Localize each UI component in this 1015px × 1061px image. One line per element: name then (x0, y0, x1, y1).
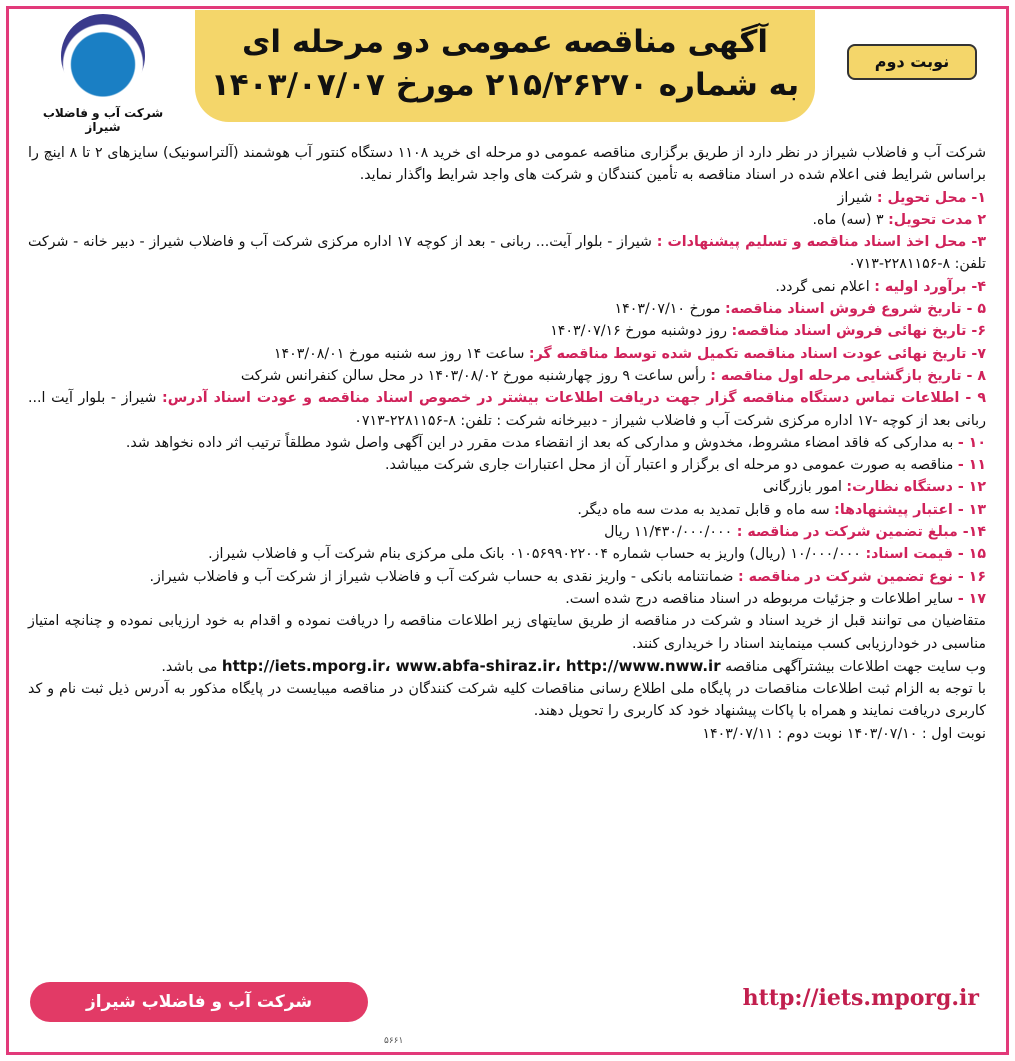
condition-label: ۱۵ - قیمت اسناد: (865, 546, 986, 563)
condition-item (28, 499, 986, 521)
condition-item (28, 365, 986, 387)
notice-number-date: به شماره ۲۱۵/۲۶۲۷۰ مورخ ۱۴۰۳/۰۷/۰۷ (210, 67, 800, 103)
condition-label: ۱۰ - (957, 434, 986, 451)
condition-text: شیراز (837, 189, 873, 206)
logo-caption: شرکت آب و فاضلاب شیراز (42, 106, 164, 134)
condition-label: ۹ - اطلاعات تماس دستگاه مناقصه گزار جهت دریافت اطلاعات بیشتر در خصوص اسناد مناقصه و عودت اسناد آدرس: (162, 390, 987, 407)
notice-body (28, 142, 986, 745)
websites-suffix: می باشد. (161, 658, 218, 675)
condition-item (28, 276, 986, 298)
condition-text: سه ماه و قابل تمدید به مدت سه ماه دیگر. (577, 501, 830, 518)
condition-item (28, 387, 986, 432)
company-logo (28, 14, 178, 132)
condition-label: ۱۱ - (957, 457, 986, 474)
condition-item (28, 209, 986, 231)
conditions-list (28, 187, 986, 611)
condition-item (28, 566, 986, 588)
condition-text: مناقصه به صورت عمومی دو مرحله ای برگزار و اعتبار آن از محل اعتبارات جاری شرکت میباشد. (384, 457, 954, 474)
condition-label: ۵ - تاریخ شروع فروش اسناد مناقصه: (724, 301, 986, 318)
condition-text: رأس ساعت ۹ روز چهارشنبه مورخ ۱۴۰۳/۰۸/۰۲ در محل سالن کنفرانس شرکت (240, 367, 706, 384)
condition-text: شیراز - بلوار آیت ا... ربانی بعد از کوچه -۱۷ اداره مرکزی شرکت آب و فاضلاب شیراز - دبیرخانه شرکت : تلفن: ۸-۲۲۸۱۱۵۶-۰۷۱۳ (28, 390, 986, 429)
condition-item (28, 231, 986, 276)
applicants-paragraph: متقاضیان می توانند قبل از خرید اسناد و شرکت در مناقصه از طریق سایتهای زیر اطلاعات مناقصه را دریافت نموده و اقدام به خود ارزیابی نموده و چنانچه امتیاز مناسبی در خودارزیابی کسب مینمایند اسناد را خریداری کنند. (28, 613, 986, 652)
condition-item (28, 187, 986, 209)
condition-label: ۱۳ - اعتبار پیشنهادها: (834, 501, 986, 518)
condition-label: ۱۴- مبلغ تضمین شرکت در مناقصه : (736, 524, 986, 541)
condition-label: ۱۷ - (957, 590, 986, 607)
registration-paragraph: با توجه به الزام ثبت اطلاعات مناقصات در پایگاه ملی اطلاع رسانی مناقصات کلیه شرکت کنندگان در مناقصه میبایست در پایگاه مذکور به آدرس ذیل ثبت نام و کد کاربری دریافت نمایند و همراه با پاکات پیشنهاد خود کد کاربری را تحویل دهند. (28, 681, 986, 720)
condition-text: ضمانتنامه بانکی - واریز نقدی به حساب شرکت آب و فاضلاب شیراز از شرکت آب و فاضلاب شیراز. (149, 568, 734, 585)
websites-line (28, 655, 986, 678)
condition-label: ۲ مدت تحویل: (888, 211, 986, 228)
condition-label: ۱۲ - دستگاه نظارت: (846, 479, 986, 496)
condition-text: ۱۰/۰۰۰/۰۰۰ (ریال) واریز به حساب شماره ۰۱۰۵۶۹۹۰۲۲۰۰۴ بانک ملی مرکزی بنام شرکت آب و فاضلاب شیراز. (208, 546, 861, 563)
condition-item (28, 432, 986, 454)
condition-label: ۱۶ - نوع تضمین شرکت در مناقصه : (737, 568, 986, 585)
condition-item (28, 588, 986, 610)
websites-links[interactable]: http://iets.mporg.ir، www.abfa-shiraz.ir، http://www.nww.ir (221, 656, 721, 675)
footer-company-banner: شرکت آب و فاضلاب شیراز (30, 982, 368, 1022)
condition-label: ۶- تاریخ نهائی فروش اسناد مناقصه: (731, 323, 986, 340)
intro-paragraph: شرکت آب و فاضلاب شیراز در نظر دارد از طریق برگزاری مناقصه عمومی دو مرحله ای خرید ۱۱۰۸ دستگاه کنتور آب هوشمند (آلتراسونیک) سایزهای ۲ تا ۸ اینچ را براساس شرایط فنی اعلام شده در اسناد مناقصه به تأمین کنندگان و شرکت های واجد شرایط واگذار نماید. (28, 145, 987, 184)
condition-text: اعلام نمی گردد. (775, 278, 870, 295)
condition-text: روز دوشنبه مورخ ۱۴۰۳/۰۷/۱۶ (550, 323, 727, 340)
page-number: ۵۶۶۱ (384, 1036, 404, 1046)
water-drop-logo-icon (61, 14, 145, 98)
notice-header (195, 10, 815, 122)
websites-prefix: وب سایت جهت اطلاعات بیشترآگهی مناقصه (725, 658, 986, 675)
condition-item (28, 521, 986, 543)
condition-text: ساعت ۱۴ روز سه شنبه مورخ ۱۴۰۳/۰۸/۰۱ (273, 345, 525, 362)
round-badge: نوبت دوم (847, 44, 977, 80)
publication-dates: نوبت اول : ۱۴۰۳/۰۷/۱۰ نوبت دوم : ۱۴۰۳/۰۷/۱۱ (702, 725, 986, 742)
condition-item (28, 454, 986, 476)
condition-label: ۷- تاریخ نهائی عودت اسناد مناقصه تکمیل شده توسط مناقصه گر: (528, 345, 986, 362)
condition-text: مورخ ۱۴۰۳/۰۷/۱۰ (614, 301, 721, 318)
condition-text: ۱۱/۴۳۰/۰۰۰/۰۰۰ ریال (604, 524, 733, 541)
condition-label: ۳- محل اخذ اسناد مناقصه و تسلیم پیشنهادات : (656, 234, 986, 251)
condition-text: امور بازرگانی (762, 479, 842, 496)
footer-url-link[interactable]: http://iets.mporg.ir (742, 985, 979, 1011)
condition-label: ۴- برآورد اولیه : (874, 278, 986, 295)
condition-item (28, 476, 986, 498)
condition-item (28, 543, 986, 565)
condition-label: ۸ - تاریخ بازگشایی مرحله اول مناقصه : (710, 367, 986, 384)
condition-item (28, 298, 986, 320)
condition-text: ۳ (سه) ماه. (812, 211, 884, 228)
condition-label: ۱- محل تحویل : (876, 189, 986, 206)
condition-item (28, 343, 986, 365)
condition-item (28, 320, 986, 342)
condition-text: شیراز - بلوار آیت... ربانی - بعد از کوچه ۱۷ اداره مرکزی شرکت آب و فاضلاب شیراز - دبیر خانه - شرکت تلفن: ۸-۲۲۸۱۱۵۶-۰۷۱۳ (28, 234, 986, 273)
notice-title: آگهی مناقصه عمومی دو مرحله ای (241, 24, 769, 60)
condition-text: سایر اطلاعات و جزئیات مربوطه در اسناد مناقصه درج شده است. (565, 590, 954, 607)
condition-text: به مدارکی که فاقد امضاء مشروط، مخدوش و مدارکی که بعد از انقضاء مدت مقرر در این آگهی واصل شود مطلقاً ترتیب اثر داده نخواهد شد. (125, 434, 954, 451)
